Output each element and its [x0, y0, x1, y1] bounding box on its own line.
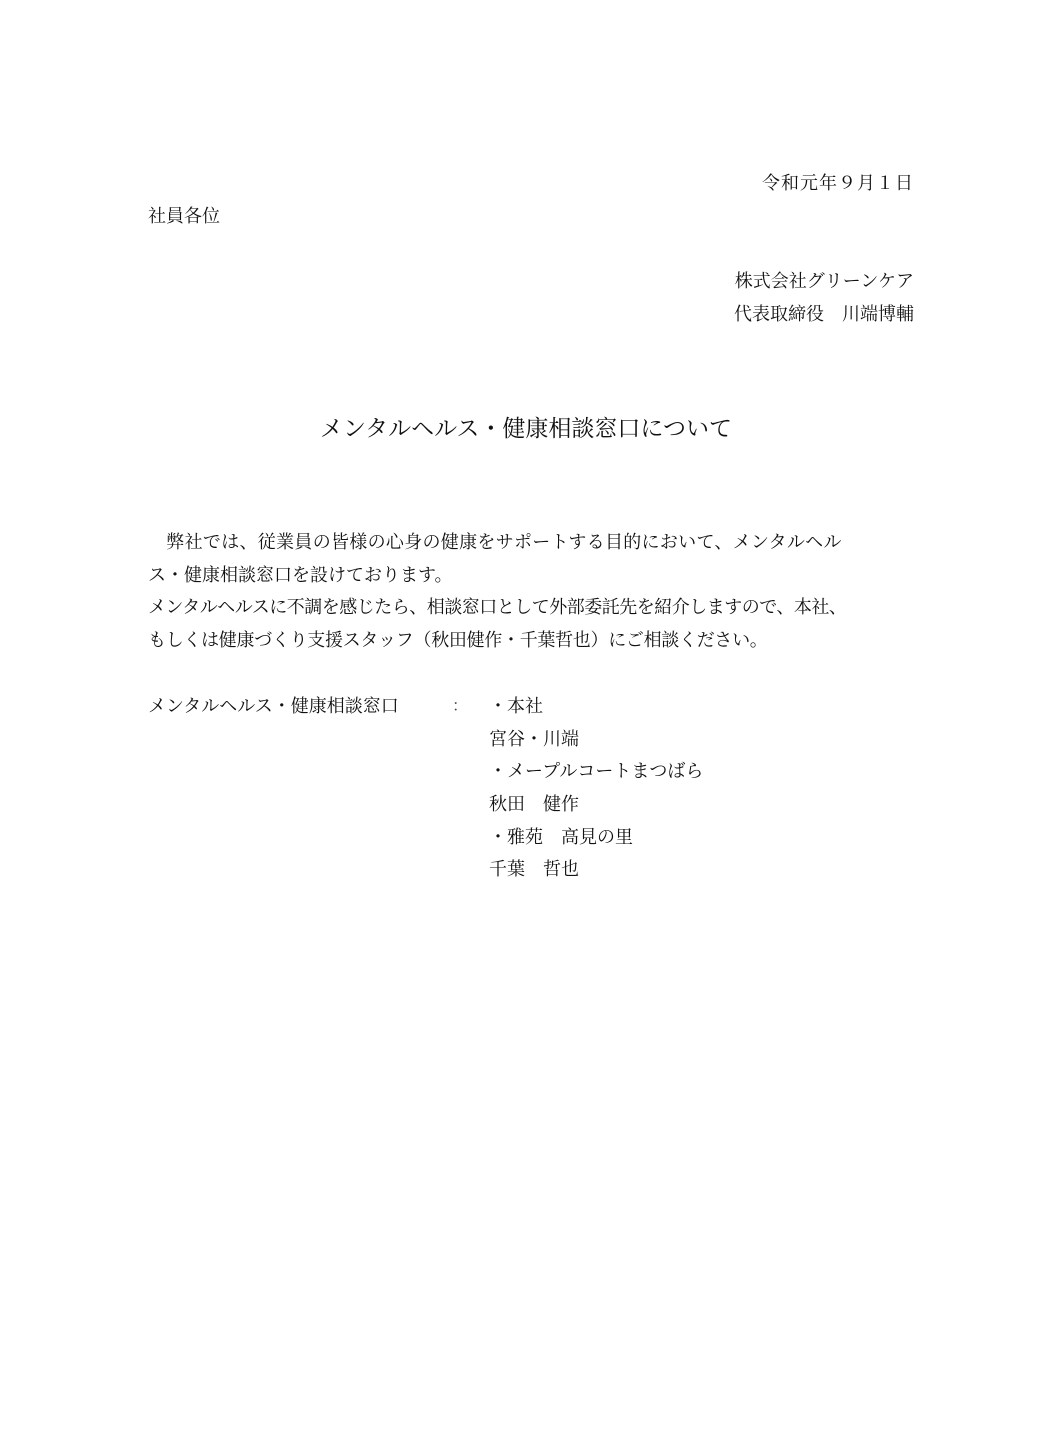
body-paragraph-2-line-1: メンタルヘルスに不調を感じたら、相談窓口として外部委託先を紹介しますので、本社、 [148, 597, 847, 618]
sender-company: 株式会社グリーンケア [734, 271, 914, 292]
letter-date: 令和元年９月１日 [762, 173, 914, 194]
body-paragraph-2-line-2: もしくは健康づくり支援スタッフ（秋田健作・千葉哲也）にご相談ください。 [148, 630, 768, 651]
contact-line-person: 秋田 健作 [489, 794, 579, 815]
body-paragraph-1-line-2: ス・健康相談窓口を設けております。 [148, 565, 453, 586]
contact-line-person: 宮谷・川端 [489, 729, 579, 750]
contact-line-person: 千葉 哲也 [489, 859, 579, 880]
contact-colon: ： [452, 696, 469, 715]
recipient: 社員各位 [148, 206, 220, 227]
contact-label: メンタルヘルス・健康相談窓口 [148, 696, 399, 717]
body-paragraph-1-line-1: 弊社では、従業員の皆様の心身の健康をサポートする目的において、メンタルヘル [148, 532, 842, 553]
contact-line-location: ・雅苑 高見の里 [489, 827, 633, 848]
contact-line-location: ・本社 [489, 696, 543, 717]
contact-line-location: ・メープルコートまつばら [489, 761, 704, 782]
document-title: メンタルヘルス・健康相談窓口について [320, 416, 732, 442]
sender-name: 代表取締役 川端博輔 [734, 304, 914, 325]
